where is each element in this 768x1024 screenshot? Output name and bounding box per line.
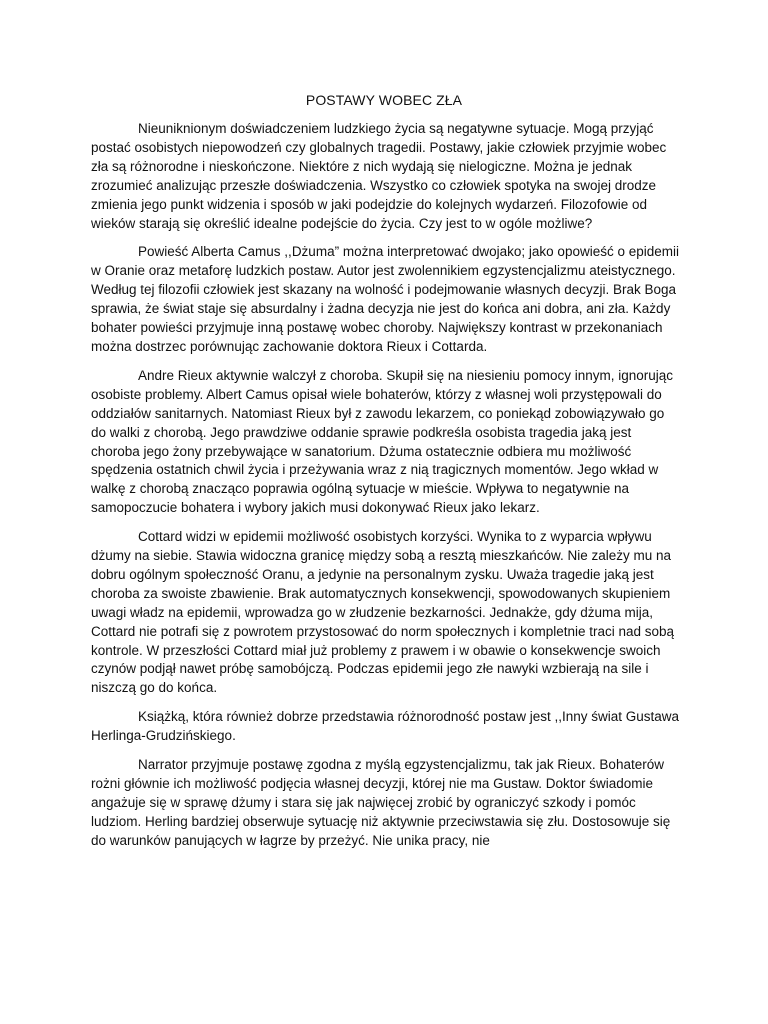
paragraph-narrator: Narrator przyjmuje postawę zgodna z myślą egzystencjalizmu, tak jak Rieux. Bohaterów rożni głównie ich możliwość podjęcia własnej decyzji, której nie ma Gustaw. Doktor świadomie angażuje się w sprawę dżumy i stara się jak najwięcej zrobić by ograniczyć szkody i pomóc ludziom. Herling bardziej obserwuje sytuację niż aktywnie przeciwstawia się złu. Dostosowuje się do warunków panujących w łagrze by przeżyć. Nie unika pracy, nie [91,757,671,848]
paragraph-camus-plague: Powieść Alberta Camus ,,Dżuma” można interpretować dwojako; jako opowieść o epidemii w Oranie oraz metaforę ludzkich postaw. Autor jest zwolennikiem egzystencjalizmu ateistycznego. Według tej filozofii człowiek jest skazany na wolność i podejmowanie własnych decyzji. Brak Boga sprawia, że świat staje się absurdalny i żadna decyzja nie jest do końca ani dobra, ani zła. Każdy bohater powieści przyjmuje inną postawę wobec choroby. Największy kontrast w przekonaniach można dostrzec porównując zachowanie doktora Rieux i Cottarda. [91,244,679,354]
document-title: POSTAWY WOBEC ZŁA [305,92,463,108]
paragraph-rieux: Andre Rieux aktywnie walczył z choroba. Skupił się na niesieniu pomocy innym, ignorując osobiste problemy. Albert Camus opisał wiele bohaterów, którzy z własnej woli przystępowali do oddziałów sanitarnych. Natomiast Rieux był z zawodu lekarzem, co poniekąd zobowiązywało go do walki z chorobą. Jego prawdziwe oddanie sprawie podkreśla osobista tragedia jaką jest choroba jego żony przebywające w sanatorium. Dżuma ostatecznie odbiera mu możliwość spędzenia ostatnich chwil życia i przeżywania wraz z nią tragicznych momentów. Jego wkład w walkę z chorobą znacząco poprawia ogólną sytuacje w mieście. Wpływa to negatywnie na samopoczucie bohatera i wybory jakich musi dokonywać Rieux jako lekarz. [91,367,674,516]
paragraph-intro: Nieuniknionym doświadczeniem ludzkiego życia są negatywne sytuacje. Mogą przyjąć postać osobistych niepowodzeń czy globalnych tragedii. Postawy, jakie człowiek przyjmie wobec zła są różnorodne i nieskończone. Niektóre z nich wydają się nielogiczne. Można je jednak zrozumieć analizując przeszłe doświadczenia. Wszystko co człowiek spotyka na swojej drodze zmienia jego punkt widzenia i sposób w jaki podejdzie do kolejnych wydarzeń. Filozofowie od wieków starają się określić idealne podejście do życia. Czy jest to w ogóle możliwe? [91,121,667,231]
document-body [91,120,679,861]
paragraph-other-world: Książką, która również dobrze przedstawia różnorodność postaw jest ,,Inny świat Gustawa Herlinga-Grudzińskiego. [91,709,680,744]
paragraph-cottard: Cottard widzi w epidemii możliwość osobistych korzyści. Wynika to z wyparcia wpływu dżumy na siebie. Stawia widoczna granicę między sobą a resztą mieszkańców. Nie zależy mu na dobru ogólnym społeczność Oranu, a jedynie na personalnym zysku. Uważa tragedie jaką jest choroba za swoiste zbawienie. Brak automatycznych konsekwencji, spowodowanych skupieniem uwagi władz na epidemii, wprowadza go w złudzenie bezkarności. Jednakże, gdy dżuma mija, Cottard nie potrafi się z powrotem przystosować do norm społecznych i kompletnie traci nad sobą kontrole. W przeszłości Cottard miał już problemy z prawem i w obawie o konsekwencje swoich czynów podjął nawet próbę samobójczą. Podczas epidemii jego złe nawyki wzbierają na sile i niszczą go do końca. [91,529,675,696]
